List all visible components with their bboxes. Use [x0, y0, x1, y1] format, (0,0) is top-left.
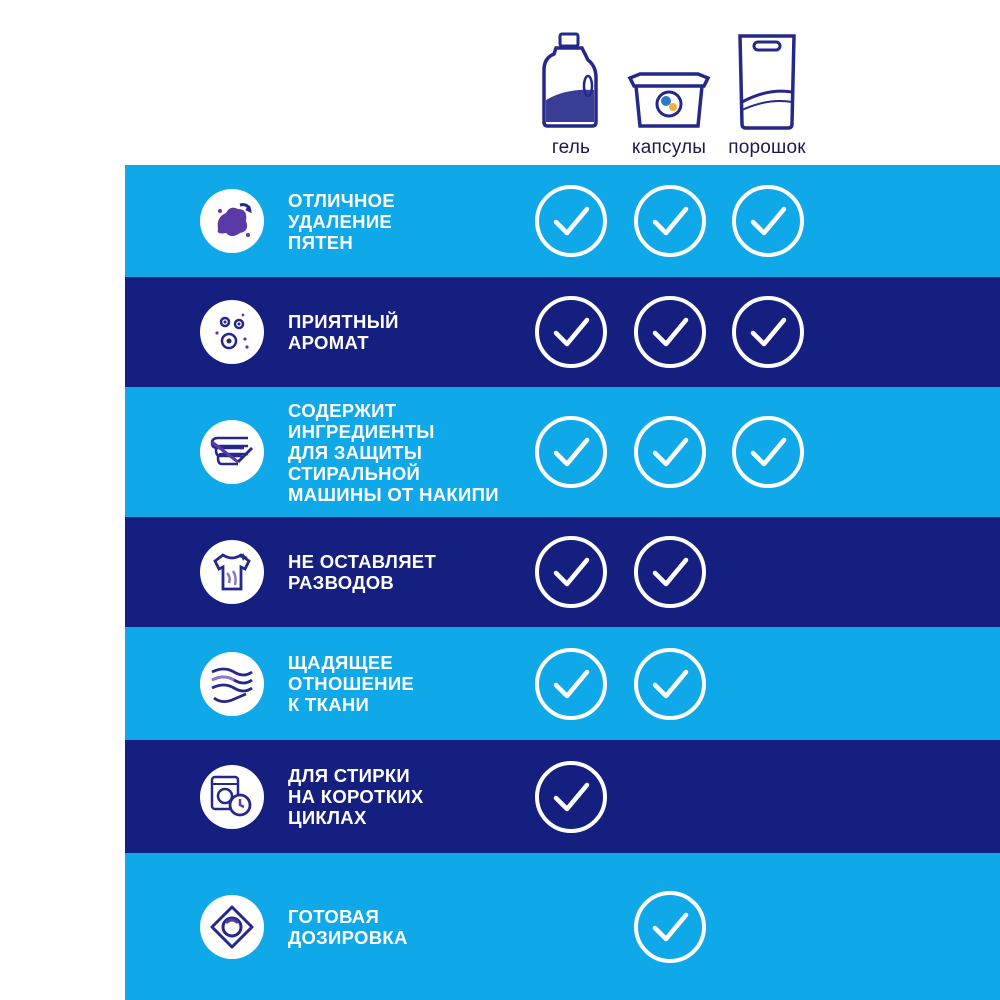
product-label-powder: порошок [728, 137, 806, 158]
feature-row [125, 740, 1000, 853]
check-icon-капсулы [632, 889, 708, 965]
check-icon-капсулы [632, 183, 708, 259]
feature-row [125, 387, 1000, 517]
product-header [0, 0, 1000, 165]
product-gel [516, 30, 626, 165]
feature-row [125, 853, 1000, 1000]
check-icon-порошок [730, 414, 806, 490]
product-capsules [614, 30, 724, 165]
capsules-box-icon [626, 30, 712, 130]
check-icon-гель [533, 646, 609, 722]
fragrance-flowers-icon [200, 300, 264, 364]
check-icon-гель [533, 534, 609, 610]
comparison-table [125, 165, 1000, 1000]
powder-bag-icon [732, 30, 802, 130]
check-icon-капсулы [632, 534, 708, 610]
feature-label: ПРИЯТНЫЙ АРОМАТ [288, 311, 399, 353]
check-icon-гель [533, 759, 609, 835]
product-label-capsules: капсулы [631, 137, 707, 158]
feature-row [125, 165, 1000, 277]
feature-label: НЕ ОСТАВЛЯЕТ РАЗВОДОВ [288, 551, 437, 593]
feature-label: ЩАДЯЩЕЕ ОТНОШЕНИЕ К ТКАНИ [288, 652, 415, 715]
feature-row [125, 277, 1000, 387]
washing-machine-timer-icon [200, 765, 264, 829]
gel-bottle-icon [536, 30, 606, 130]
fabric-hand-icon [200, 652, 264, 716]
feature-label: ДЛЯ СТИРКИ НА КОРОТКИХ ЦИКЛАХ [288, 765, 424, 828]
check-icon-гель [533, 294, 609, 370]
check-icon-гель [533, 183, 609, 259]
tshirt-icon [200, 540, 264, 604]
check-icon-порошок [730, 183, 806, 259]
check-icon-капсулы [632, 414, 708, 490]
capsule-dose-icon [200, 895, 264, 959]
check-icon-порошок [730, 294, 806, 370]
heating-element-icon [200, 420, 264, 484]
stain-removal-icon [200, 189, 264, 253]
check-icon-гель [533, 414, 609, 490]
check-icon-капсулы [632, 646, 708, 722]
check-icon-капсулы [632, 294, 708, 370]
product-powder [712, 30, 822, 165]
feature-label: ГОТОВАЯ ДОЗИРОВКА [288, 905, 408, 948]
feature-label: СОДЕРЖИТ ИНГРЕДИЕНТЫ ДЛЯ ЗАЩИТЫ СТИРАЛЬНОЙ МАШИНЫ ОТ НАКИПИ [288, 399, 499, 505]
feature-label: ОТЛИЧНОЕ УДАЛЕНИЕ ПЯТЕН [288, 189, 395, 253]
feature-row [125, 517, 1000, 627]
feature-row [125, 627, 1000, 740]
product-label-gel: гель [551, 137, 591, 158]
